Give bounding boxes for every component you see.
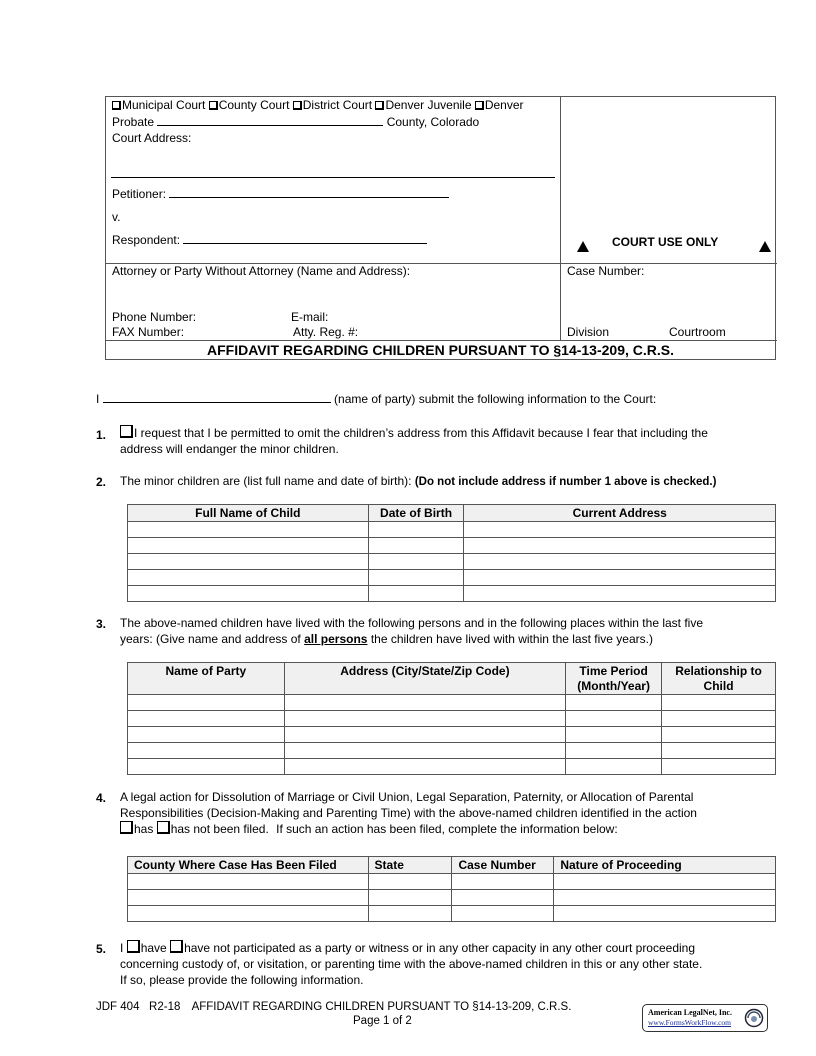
table-row [128, 874, 776, 890]
denver-probate-label: Denver [484, 98, 524, 112]
item3-line2-emph: all persons [304, 632, 368, 646]
item3-number: 3. [96, 617, 107, 631]
logo-company: American LegalNet, Inc. [648, 1008, 732, 1017]
item1-line2: address will endanger the minor children. [120, 442, 339, 456]
item1-number: 1. [96, 428, 107, 442]
item5-prefix: I [120, 941, 124, 955]
item1-line1: I request that I be permitted to omit the children’s address from this Affidavit because I fear that including the [134, 426, 708, 440]
forms-workflow-logo[interactable] [642, 1004, 768, 1032]
phone-label: Phone Number: [112, 310, 197, 324]
header-state: State [368, 857, 452, 874]
header-name-of-party: Name of Party [128, 663, 285, 695]
county-name-field[interactable] [157, 125, 383, 126]
checkbox-denver-probate[interactable] [475, 101, 484, 110]
header-address: Address (City/State/Zip Code) [284, 663, 565, 695]
triangle-left-icon [577, 241, 589, 252]
item3-line2-post: the children have lived with within the last five years.) [370, 632, 653, 646]
table-row [128, 522, 776, 538]
table-row [128, 586, 776, 602]
case-number-label: Case Number: [567, 264, 645, 278]
denver-juvenile-label: Denver Juvenile [385, 98, 472, 112]
opt-has-label: has [134, 822, 154, 836]
table-row [128, 711, 776, 727]
residence-table [127, 662, 776, 775]
respondent-label: Respondent: [112, 233, 181, 247]
party-name-field[interactable] [103, 402, 331, 403]
item4-number: 4. [96, 791, 107, 805]
court-options-line [112, 98, 524, 112]
item2-note: (Do not include address if number 1 above is checked.) [414, 476, 717, 488]
table-row [128, 743, 776, 759]
table-row [128, 759, 776, 775]
case-filed-table [127, 856, 776, 922]
table-row [128, 554, 776, 570]
division-label: Division [567, 325, 610, 339]
header-county: County Where Case Has Been Filed [128, 857, 369, 874]
children-table [127, 504, 776, 602]
globe-icon [744, 1008, 764, 1028]
municipal-court-label: Municipal Court [122, 98, 206, 112]
form-title: AFFIDAVIT REGARDING CHILDREN PURSUANT TO §14-13-209, C.R.S. [207, 342, 674, 358]
header-nature: Nature of Proceeding [554, 857, 776, 874]
checkbox-municipal-court[interactable] [112, 101, 121, 110]
petitioner-label: Petitioner: [112, 187, 167, 201]
item5-line2: concerning custody of, or visitation, or parenting time with the above-named children in this or any other state. [120, 957, 703, 971]
header-date-of-birth: Date of Birth [368, 505, 464, 522]
item4-line3-post: If such an action has been filed, complete the information below: [276, 822, 618, 836]
triangle-right-icon [759, 241, 771, 252]
item2-number: 2. [96, 475, 107, 489]
item4-line2: Responsibilities (Decision-Making and Parenting Time) with the above-named children identified in the action [120, 806, 697, 820]
email-label: E-mail: [291, 310, 329, 324]
intro-prefix: I [96, 392, 100, 406]
table-row [128, 890, 776, 906]
header-current-address: Current Address [464, 505, 776, 522]
header-case-number: Case Number [452, 857, 554, 874]
footer-form-title: AFFIDAVIT REGARDING CHILDREN PURSUANT TO §14-13-209, C.R.S. [191, 1001, 572, 1013]
item3-line2-pre: years: (Give name and address of [120, 632, 301, 646]
intro-suffix: (name of party) submit the following information to the Court: [334, 392, 657, 406]
checkbox-have-not[interactable] [170, 940, 183, 953]
court-use-only: COURT USE ONLY [612, 235, 719, 249]
header-time-period: Time Period (Month/Year) [566, 663, 662, 695]
checkbox-has[interactable] [120, 821, 133, 834]
district-court-label: District Court [302, 98, 373, 112]
table-row [128, 570, 776, 586]
petitioner-field[interactable] [169, 197, 449, 198]
header-full-name: Full Name of Child [128, 505, 369, 522]
table-row [128, 727, 776, 743]
checkbox-have[interactable] [127, 940, 140, 953]
item2-text: The minor children are (list full name and date of birth): [120, 474, 412, 488]
table-row [128, 538, 776, 554]
logo-url: www.FormsWorkFlow.com [648, 1018, 732, 1027]
checkbox-denver-juvenile[interactable] [375, 101, 384, 110]
fax-label: FAX Number: [112, 325, 185, 339]
checkbox-district-court[interactable] [293, 101, 302, 110]
court-address-field[interactable] [111, 177, 555, 178]
caption-box [105, 96, 776, 360]
item5-number: 5. [96, 942, 107, 956]
checkbox-has-not[interactable] [157, 821, 170, 834]
court-address-label: Court Address: [112, 131, 192, 145]
checkbox-omit-address[interactable] [120, 425, 133, 438]
county-court-label: County Court [218, 98, 290, 112]
table-row [128, 695, 776, 711]
footer-page: Page 1 of 2 [353, 1015, 412, 1027]
opt-have-label: have [140, 941, 167, 955]
item5-line1-post: have not participated as a party or witness or in any other capacity in any other court proceeding [184, 941, 696, 955]
header-relationship: Relationship to Child [662, 663, 776, 695]
attorney-label: Attorney or Party Without Attorney (Name and Address): [112, 264, 411, 278]
item5-line3: If so, please provide the following information. [120, 973, 364, 987]
table-row [128, 906, 776, 922]
county-colorado-label: County, Colorado [386, 115, 480, 129]
item4-line1: A legal action for Dissolution of Marriage or Civil Union, Legal Separation, Paternity, or Allocation of Parental [120, 790, 694, 804]
checkbox-county-court[interactable] [209, 101, 218, 110]
respondent-field[interactable] [183, 243, 427, 244]
footer-form-code: JDF 404 R2-18 [96, 1001, 181, 1013]
atty-reg-label: Atty. Reg. #: [293, 325, 359, 339]
opt-has-not-label: has not been filed. [170, 822, 269, 836]
probate-label: Probate [112, 115, 155, 129]
courtroom-label: Courtroom [669, 325, 726, 339]
versus-label: v. [112, 210, 121, 224]
item3-line1: The above-named children have lived with the following persons and in the following places within the last five [120, 616, 704, 630]
